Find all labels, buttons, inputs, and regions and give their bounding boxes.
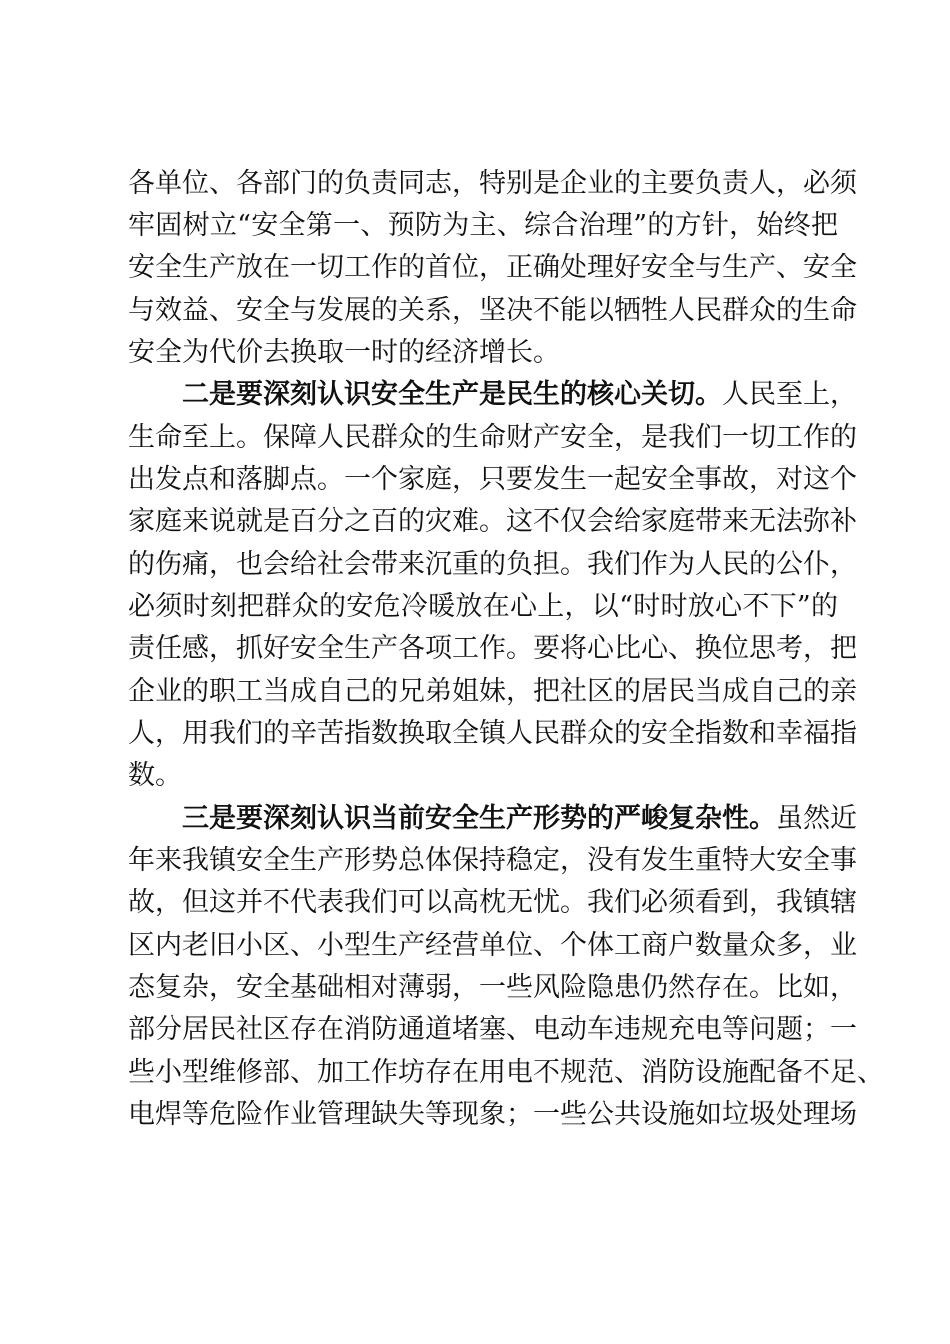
text-line: 出发点和落脚点。一个家庭，只要发生一起安全事故，对这个 <box>128 464 857 495</box>
text-line: 态复杂，安全基础相对薄弱，一些风险隐患仍然存在。比如， <box>128 972 857 1003</box>
text-line: 企业的职工当成自己的兄弟姐妹，把社区的居民当成自己的亲 <box>128 676 857 707</box>
text-line: 责任感，抓好安全生产各项工作。要将心比心、换位思考，把 <box>128 633 857 664</box>
text-line: 区内老旧小区、小型生产经营单位、个体工商户数量众多，业 <box>128 930 857 961</box>
text-line: 生命至上。保障人民群众的生命财产安全，是我们一切工作的 <box>128 422 857 453</box>
text-line: 部分居民社区存在消防通道堵塞、电动车违规充电等问题；一 <box>128 1014 857 1045</box>
text-line: 故，但这并不代表我们可以高枕无忧。我们必须看到，我镇辖 <box>128 887 857 918</box>
paragraph-lead-text: 虽然近 <box>776 803 857 834</box>
text-line: 必须时刻把群众的安危冷暖放在心上，以“时时放心不下”的 <box>128 591 838 622</box>
text-line: 年来我镇安全生产形势总体保持稳定，没有发生重特大安全事 <box>128 845 857 876</box>
text-line: 安全生产放在一切工作的首位，正确处理好安全与生产、安全 <box>128 252 857 283</box>
paragraph-lead-text: 人民至上， <box>722 379 857 410</box>
paragraph-heading-line <box>182 377 857 413</box>
text-line: 各单位、各部门的负责同志，特别是企业的主要负责人，必须 <box>128 168 857 199</box>
text-line: 家庭来说就是百分之百的灾难。这不仅会给家庭带来无法弥补 <box>128 506 857 537</box>
paragraph-heading: 三是要深刻认识当前安全生产形势的严峻复杂性。 <box>182 803 776 834</box>
text-line: 安全为代价去换取一时的经济增长。 <box>128 337 560 368</box>
text-line: 的伤痛，也会给社会带来沉重的负担。我们作为人民的公仆， <box>128 549 857 580</box>
text-line: 与效益、安全与发展的关系，坚决不能以牺牲人民群众的生命 <box>128 295 857 326</box>
paragraph-heading-line <box>182 801 857 837</box>
text-line: 些小型维修部、加工作坊存在用电不规范、消防设施配备不足、 <box>128 1057 884 1088</box>
paragraph-heading: 二是要深刻认识安全生产是民生的核心关切。 <box>182 379 722 410</box>
text-line: 人，用我们的辛苦指数换取全镇人民群众的安全指数和幸福指 <box>128 718 857 749</box>
text-line: 数。 <box>128 760 182 791</box>
text-line: 牢固树立“安全第一、预防为主、综合治理”的方针，始终把 <box>128 210 838 241</box>
text-line: 电焊等危险作业管理缺失等现象；一些公共设施如垃圾处理场 <box>128 1099 857 1130</box>
